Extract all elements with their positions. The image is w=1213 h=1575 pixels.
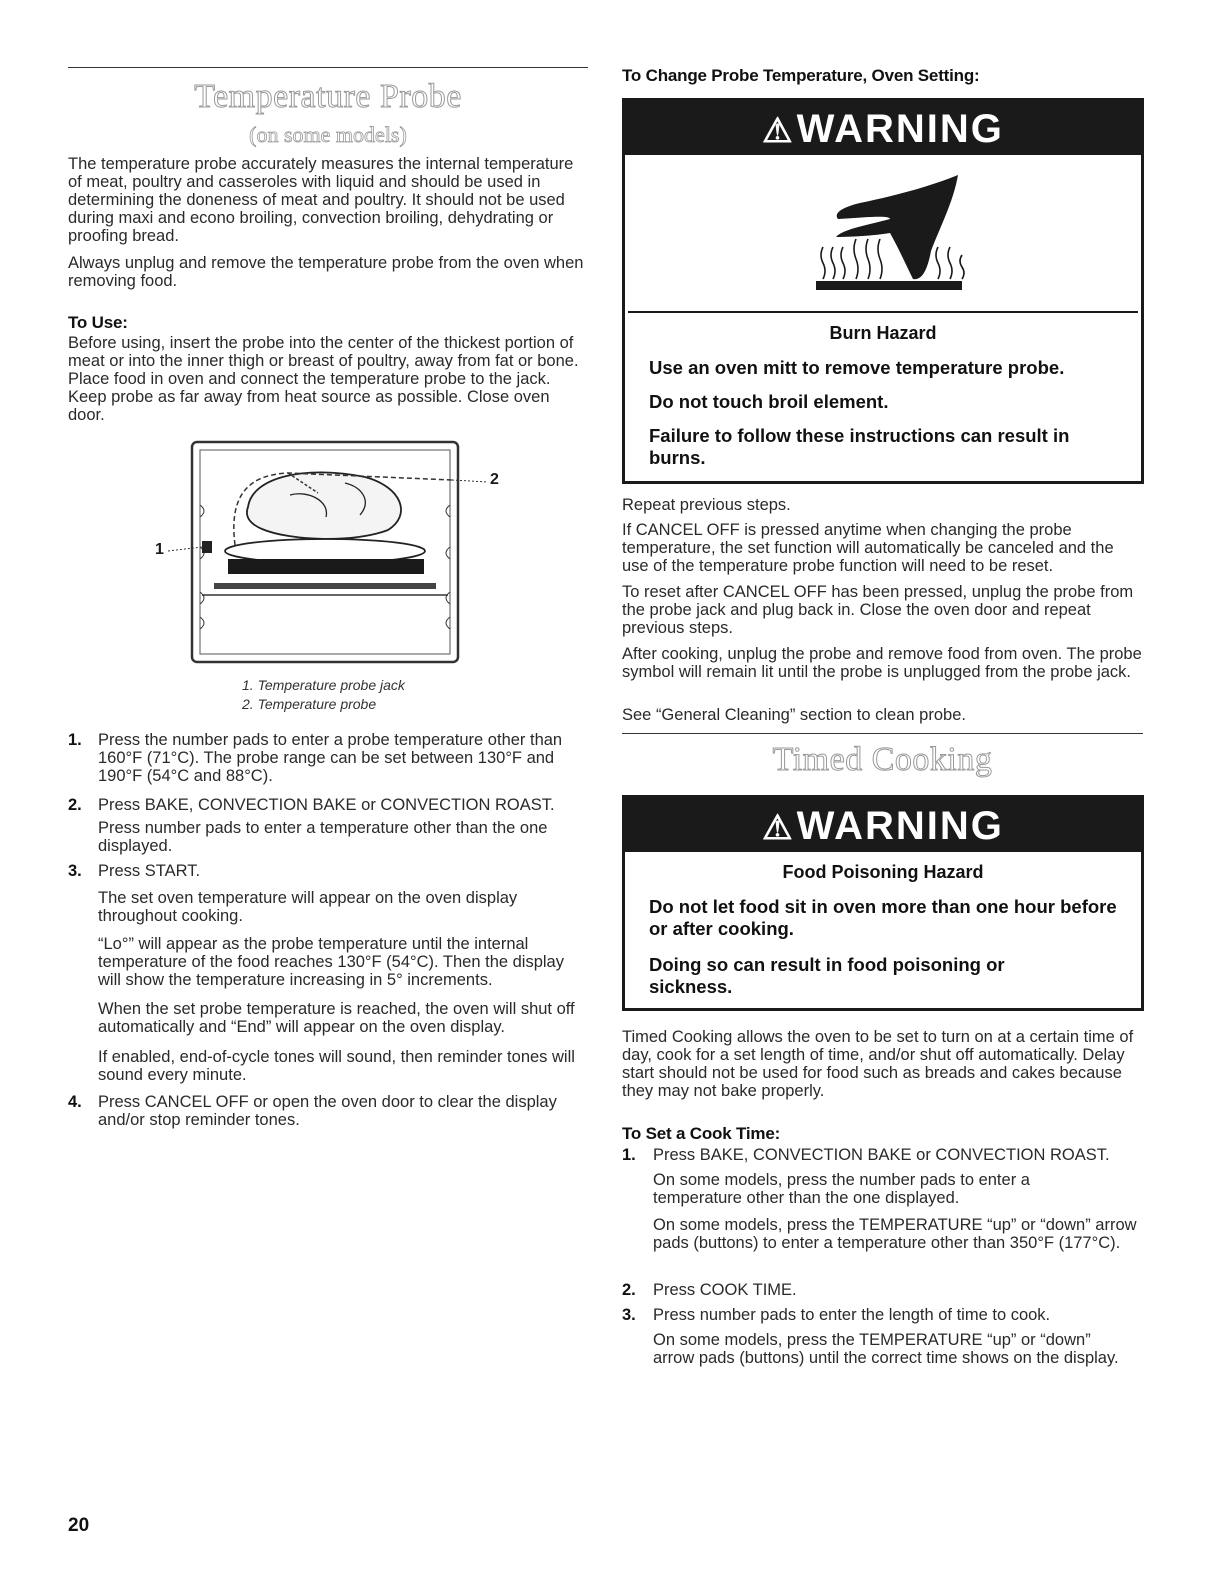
step-number: 1. (68, 731, 82, 749)
warning-box-food-poisoning (622, 795, 1144, 1011)
warning-triangle-icon: ⚠ (762, 112, 795, 150)
step-detail: On some models, press the TEMPERATURE “up” or “down” arrow pads (buttons) to enter a temperature other than 350°F (177°C). (653, 1216, 1137, 1252)
step-text: Press CANCEL OFF or open the oven door to clear the display and/or stop reminder tones. (98, 1093, 557, 1129)
paragraph: If CANCEL OFF is pressed anytime when changing the probe temperature, the set function will automatically be canceled and the use of the temperature probe function will need to be reset. (622, 521, 1114, 575)
set-cook-time-heading: To Set a Cook Time: (622, 1124, 781, 1143)
step-detail: The set oven temperature will appear on the oven display throughout cooking. (98, 889, 518, 925)
warning-line: Failure to follow these instructions can result in burns. (649, 425, 1070, 468)
intro-paragraph-2: Always unplug and remove the temperature probe from the oven when removing food. (68, 254, 584, 290)
step-text: Press the number pads to enter a probe temperature other than 160°F (71°C). The probe range can be set between 130°F and 190°F (54°C and 88°C). (98, 731, 563, 785)
warning-hazard-title: Burn Hazard (829, 323, 937, 343)
change-probe-heading: To Change Probe Temperature, Oven Setting: (622, 66, 980, 85)
callout-2: 2 (490, 471, 499, 488)
warning-label: WARNING (796, 107, 1004, 151)
figure-caption-2: 2. Temperature probe (242, 696, 377, 712)
step-number: 2. (68, 796, 82, 814)
section-title-timed-cooking: Timed Cooking (772, 741, 993, 778)
step-number: 2. (622, 1281, 636, 1299)
step-text: Press BAKE, CONVECTION BAKE or CONVECTION ROAST. (653, 1146, 1110, 1164)
burn-hazard-pictogram (628, 157, 1138, 313)
section-title-temperature-probe: Temperature Probe (194, 78, 462, 115)
section-subtitle: (on some models) (249, 122, 407, 147)
warning-hazard-title: Food Poisoning Hazard (782, 862, 984, 882)
paragraph: Repeat previous steps. (622, 496, 791, 514)
step-number: 4. (68, 1093, 82, 1111)
step-text: Press START. (98, 862, 201, 880)
paragraph: To reset after CANCEL OFF has been pressed, unplug the probe from the probe jack and plug back in. Close the oven door and repeat previous steps. (622, 583, 1134, 637)
step-number: 3. (622, 1306, 636, 1324)
warning-line: Use an oven mitt to remove temperature probe. (649, 357, 1065, 378)
figure-caption-1: 1. Temperature probe jack (242, 677, 405, 693)
step-detail: “Lo°” will appear as the probe temperature until the internal temperature of the food reaches 130°F (54°C). Then the display will show the temperature increasing in 5° increments. (98, 935, 564, 989)
warning-line: Doing so can result in food poisoning or sickness. (649, 954, 1005, 997)
warning-line: Do not let food sit in oven more than one hour before or after cooking. (649, 896, 1117, 939)
step-detail: When the set probe temperature is reached, the oven will shut off automatically and “End” will appear on the oven display. (98, 1000, 575, 1036)
hand-heat-icon (628, 157, 1138, 311)
paragraph: After cooking, unplug the probe and remove food from oven. The probe symbol will remain lit until the probe is unplugged from the probe jack. (622, 645, 1142, 681)
page-number: 20 (68, 1515, 90, 1536)
oven-probe-figure (140, 435, 520, 670)
section-rule-right (622, 733, 1143, 734)
callout-1: 1 (155, 541, 164, 558)
step-detail: On some models, press the TEMPERATURE “up” or “down” arrow pads (buttons) until the correct time shows on the display. (653, 1331, 1119, 1367)
intro-paragraph-1: The temperature probe accurately measures the internal temperature of meat, poultry and casseroles with liquid and should be used in determining the doneness of meat and poultry. It should not be used during maxi and econo broiling, convection broiling, dehydrating or proofing bread. (68, 155, 574, 245)
step-detail: On some models, press the number pads to enter a temperature other than the one displayed. (653, 1171, 1030, 1207)
step-text: Press BAKE, CONVECTION BAKE or CONVECTION ROAST. (98, 796, 555, 814)
oven-illustration (140, 435, 520, 670)
timed-intro-paragraph: Timed Cooking allows the oven to be set to turn on at a certain time of day, cook for a set length of time, and/or shut off automatically. Delay start should not be used for food such as breads and cakes because they may not bake properly. (622, 1028, 1134, 1100)
step-text: Press COOK TIME. (653, 1281, 797, 1299)
step-number: 1. (622, 1146, 636, 1164)
step-detail: Press number pads to enter a temperature other than the one displayed. (98, 819, 548, 855)
warning-label: WARNING (796, 804, 1004, 848)
top-rule-left (68, 67, 588, 68)
warning-banner (625, 101, 1141, 155)
warning-line: Do not touch broil element. (649, 391, 889, 412)
paragraph: See “General Cleaning” section to clean probe. (622, 706, 966, 724)
step-text: Press number pads to enter the length of time to cook. (653, 1306, 1051, 1324)
warning-box-burn (622, 98, 1144, 484)
to-use-heading: To Use: (68, 313, 128, 332)
step-number: 3. (68, 862, 82, 880)
warning-banner (625, 798, 1141, 852)
step-detail: If enabled, end-of-cycle tones will sound, then reminder tones will sound every minute. (98, 1048, 575, 1084)
warning-triangle-icon: ⚠ (762, 809, 795, 847)
to-use-paragraph: Before using, insert the probe into the center of the thickest portion of meat or into the inner thigh or breast of poultry, away from fat or bone. Place food in oven and connect the temperature probe to the jack. Keep probe as far away from heat source as possible. Close oven door. (68, 334, 579, 424)
